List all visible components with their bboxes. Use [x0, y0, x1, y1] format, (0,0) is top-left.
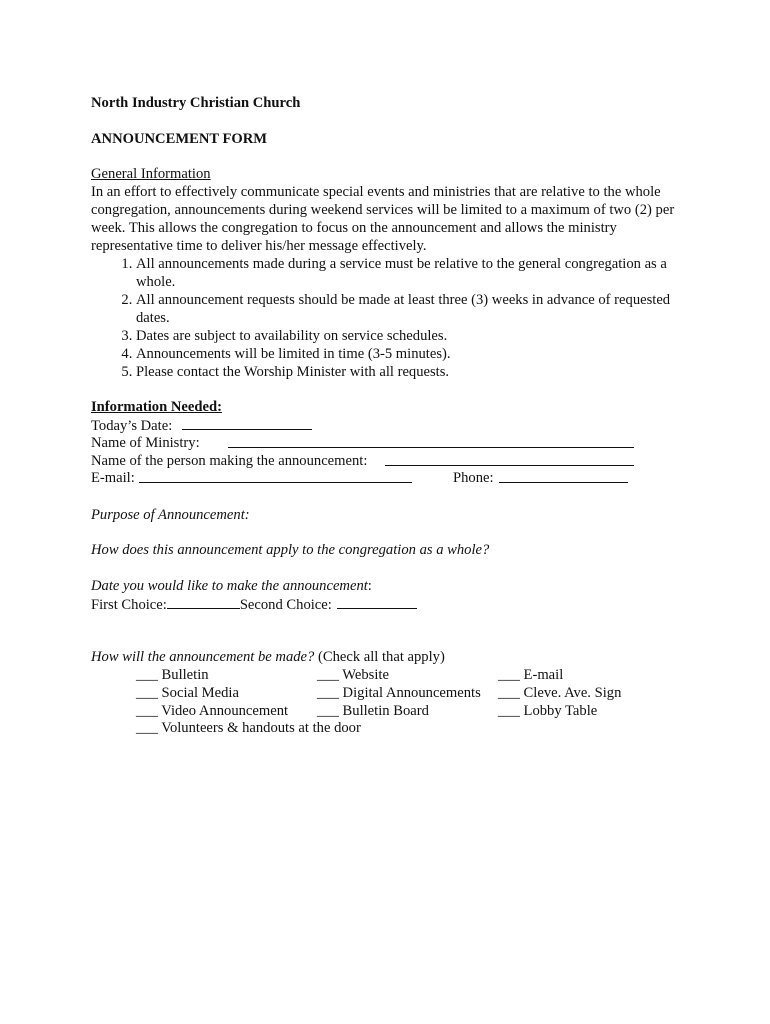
option-video-announcement[interactable]: [136, 702, 288, 720]
rule-item: 2. All announcement requests should be made at least three (3) weeks in advance of requested dates.: [136, 291, 691, 327]
checkbox-blank[interactable]: ___: [498, 667, 520, 683]
rule-item: 5. Please contact the Worship Minister with all requests.: [136, 363, 691, 381]
email-field[interactable]: [139, 469, 412, 483]
general-info-paragraph: In an effort to effectively communicate special events and ministries that are relative to the whole congregation, announcements during weekend services will be limited to a maximum of two (2) per week. This allows the congregation to focus on the announcement and allows the ministry representative time to deliver his/her message effectively.: [91, 184, 675, 254]
option-label: Volunteers & handouts at the door: [161, 720, 361, 736]
checkbox-blank[interactable]: ___: [317, 703, 339, 719]
purpose-question: Purpose of Announcement:: [91, 507, 250, 523]
option-label: Social Media: [161, 685, 239, 701]
option-social-media[interactable]: [136, 684, 239, 702]
form-title: ANNOUNCEMENT FORM: [91, 131, 268, 147]
phone-field[interactable]: [499, 469, 628, 483]
checkbox-blank[interactable]: ___: [317, 685, 339, 701]
second-choice-label: Second Choice:: [239, 597, 332, 613]
rule-item: 3. Dates are subject to availability on service schedules.: [136, 327, 691, 345]
date-choices-row: [91, 595, 417, 614]
option-label: Bulletin Board: [342, 703, 429, 719]
ministry-field[interactable]: [228, 434, 634, 448]
option-label: E-mail: [523, 667, 564, 683]
method-note: (Check all that apply): [314, 649, 445, 665]
option-bulletin-board[interactable]: [317, 702, 429, 720]
option-cleve-sign[interactable]: [498, 684, 621, 702]
apply-question: How does this announcement apply to the congregation as a whole?: [91, 542, 490, 558]
date-question: [91, 577, 372, 595]
checkbox-blank[interactable]: ___: [498, 703, 520, 719]
general-info-heading: General Information: [91, 166, 211, 182]
checkbox-blank[interactable]: ___: [317, 667, 339, 683]
rule-item: 4. Announcements will be limited in time (3-5 minutes).: [136, 345, 691, 363]
option-bulletin[interactable]: [136, 666, 209, 684]
todays-date-field[interactable]: [182, 416, 312, 430]
checkbox-blank[interactable]: ___: [498, 685, 520, 701]
rules-list: [91, 255, 691, 381]
rule-item: 1. All announcements made during a service must be relative to the general congregation as a whole.: [136, 255, 691, 291]
person-label: Name of the person making the announcement:: [91, 453, 368, 469]
option-label: Cleve. Ave. Sign: [523, 685, 622, 701]
info-needed-heading: Information Needed:: [91, 399, 222, 415]
option-label: Lobby Table: [523, 703, 598, 719]
date-question-colon: :: [367, 578, 372, 594]
option-lobby-table[interactable]: [498, 702, 597, 720]
option-website[interactable]: [317, 666, 389, 684]
checkbox-blank[interactable]: ___: [136, 720, 158, 736]
checkbox-blank[interactable]: ___: [136, 667, 158, 683]
method-question: How will the announcement be made?: [91, 649, 315, 665]
second-choice-field[interactable]: [337, 595, 417, 609]
checkbox-blank[interactable]: ___: [136, 703, 158, 719]
email-label: E-mail:: [91, 470, 135, 486]
option-email[interactable]: [498, 666, 563, 684]
person-field[interactable]: [385, 452, 634, 466]
checkbox-blank[interactable]: ___: [136, 685, 158, 701]
option-label: Video Announcement: [161, 703, 289, 719]
church-name: North Industry Christian Church: [91, 95, 301, 111]
phone-label: Phone:: [453, 470, 494, 486]
first-choice-label: First Choice:: [91, 597, 167, 613]
method-question-row: [91, 648, 445, 666]
todays-date-label: Today’s Date:: [91, 418, 173, 434]
option-label: Website: [342, 667, 389, 683]
date-question-text: Date you would like to make the announcement: [91, 578, 368, 594]
option-digital-announcements[interactable]: [317, 684, 481, 702]
ministry-label: Name of Ministry:: [91, 435, 200, 451]
first-choice-field[interactable]: [167, 595, 240, 609]
todays-date-row: [91, 416, 312, 435]
option-volunteers[interactable]: [136, 719, 361, 737]
option-label: Digital Announcements: [342, 685, 481, 701]
option-label: Bulletin: [161, 667, 209, 683]
